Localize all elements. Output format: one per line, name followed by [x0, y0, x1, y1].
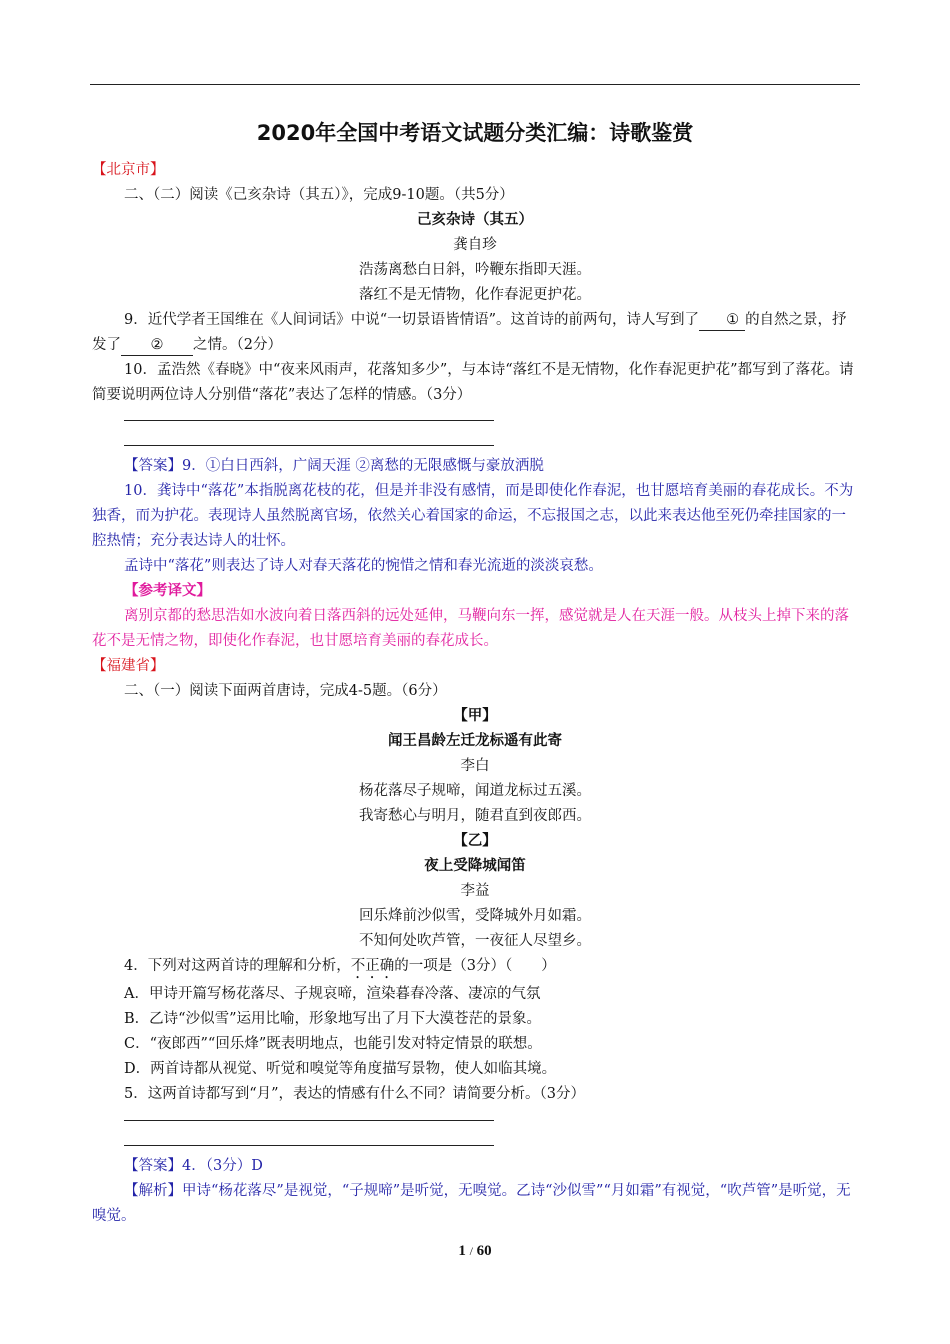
region-label-fujian: 【福建省】	[92, 658, 165, 674]
translation-text: 离别京都的愁思浩如水波向着日落西斜的远处延伸，马鞭向东一挥，感觉就是人在天涯一般。从枝头上掉下来的落花不是无情之物，即使化作春泥，也甘愿培育美丽的春花成长。	[92, 608, 849, 649]
analysis-label: 【解析】	[124, 1183, 182, 1199]
poem-line: 浩荡离愁白日斜，吟鞭东指即天涯。	[359, 262, 591, 278]
fujian-intro: 二、（一）阅读下面两首唐诗，完成4-5题。（6分）	[124, 683, 447, 699]
answer-label: 【答案】	[124, 1158, 182, 1174]
answer-9: 【答案】9．①白日西斜，广阔天涯 ②离愁的无限感慨与豪放洒脱	[124, 458, 544, 474]
header-rule	[90, 84, 860, 85]
answer-10: 10．龚诗中“落花”本指脱离花枝的花，但是并非没有感情，而是即使化作春泥，也甘愿培育美丽的春花成长。不为独香，而为护花。表现诗人虽然脱离官场，依然关心着国家的命运，不忘报国之志，以此来表达他至死仍牵挂国家的一腔热情；充分表达诗人的壮怀。	[92, 483, 854, 549]
poem-line: 落红不是无情物，化作春泥更护花。	[359, 287, 591, 303]
poem-author: 李白	[460, 758, 490, 774]
question-10: 10．孟浩然《春晓》中“夜来风雨声，花落知多少”，与本诗“落红不是无情物，化作春泥更护花”都写到了落花。请简要说明两位诗人分别借“落花”表达了怎样的情感。（3分）	[92, 362, 854, 403]
page-number: 1 / 60	[458, 1243, 492, 1259]
poem-title: 夜上受降城闻笛	[424, 858, 526, 874]
q9-text-1: 9．近代学者王国维在《人间词话》中说“一切景语皆情语”。这首诗的前两句，诗人写到了	[124, 312, 700, 328]
analysis: 【解析】甲诗“杨花落尽”是视觉，“子规啼”是听觉，无嗅觉。乙诗“沙似雪”“月如霜”有视觉，“吹芦管”是听觉，无嗅觉。	[92, 1183, 851, 1224]
poem-line: 回乐烽前沙似雪，受降城外月如霜。	[359, 908, 591, 924]
option-c: C．“夜郎西”“回乐烽”既表明地点，也能引发对特定情景的联想。	[124, 1036, 542, 1052]
poem-author: 李益	[460, 883, 490, 899]
answer-10-meng: 孟诗中“落花”则表达了诗人对春天落花的惋惜之情和春光流逝的淡淡哀愁。	[124, 558, 603, 574]
option-d: D．两首诗都从视觉、听觉和嗅觉等角度描写景物，使人如临其境。	[124, 1061, 557, 1077]
question-5: 5．这两首诗都写到“月”，表达的情感有什么不同？请简要分析。（3分）	[124, 1086, 586, 1102]
poem-title: 己亥杂诗（其五）	[417, 212, 533, 228]
q9-text-2: 的自然之景，抒发了	[92, 312, 847, 353]
poem-line: 不知何处吹芦管，一夜征人尽望乡。	[359, 933, 591, 949]
poem-title: 闻王昌龄左迁龙标遥有此寄	[388, 733, 562, 749]
question-9	[92, 308, 858, 358]
poem-label-yi: 【乙】	[453, 833, 497, 849]
document-title: 2020年全国中考语文试题分类汇编：诗歌鉴赏	[256, 121, 694, 145]
question-4: 4．下列对这两首诗的理解和分析，不正确的一项是（3分）（ ）	[124, 958, 556, 974]
poem-line: 我寄愁心与明月，随君直到夜郎西。	[359, 808, 591, 824]
answer-blank-1: ①	[699, 310, 745, 331]
answer-label: 【答案】	[124, 458, 182, 474]
document-body	[92, 118, 858, 1229]
translation-label: 【参考译文】	[124, 583, 211, 599]
poem-label-jia: 【甲】	[453, 708, 497, 724]
poem-line: 杨花落尽子规啼，闻道龙标过五溪。	[359, 783, 591, 799]
option-b: B．乙诗“沙似雪”运用比喻，形象地写出了月下大漠苍茫的景象。	[124, 1011, 541, 1027]
region-label-beijing: 【北京市】	[92, 162, 165, 178]
poem-author: 龚自珍	[453, 237, 497, 253]
beijing-intro: 二、（二）阅读《己亥杂诗（其五）》，完成9-10题。（共5分）	[124, 187, 514, 203]
q9-text-3: 之情。（2分）	[193, 337, 282, 353]
option-a: A．甲诗开篇写杨花落尽、子规哀啼，渲染暮春冷落、凄凉的气氛	[124, 986, 541, 1002]
answer-blank-2: ②	[121, 335, 193, 356]
answer-4: 【答案】4．（3分）D	[124, 1158, 263, 1174]
emphasis-text: 不正确	[350, 958, 395, 974]
